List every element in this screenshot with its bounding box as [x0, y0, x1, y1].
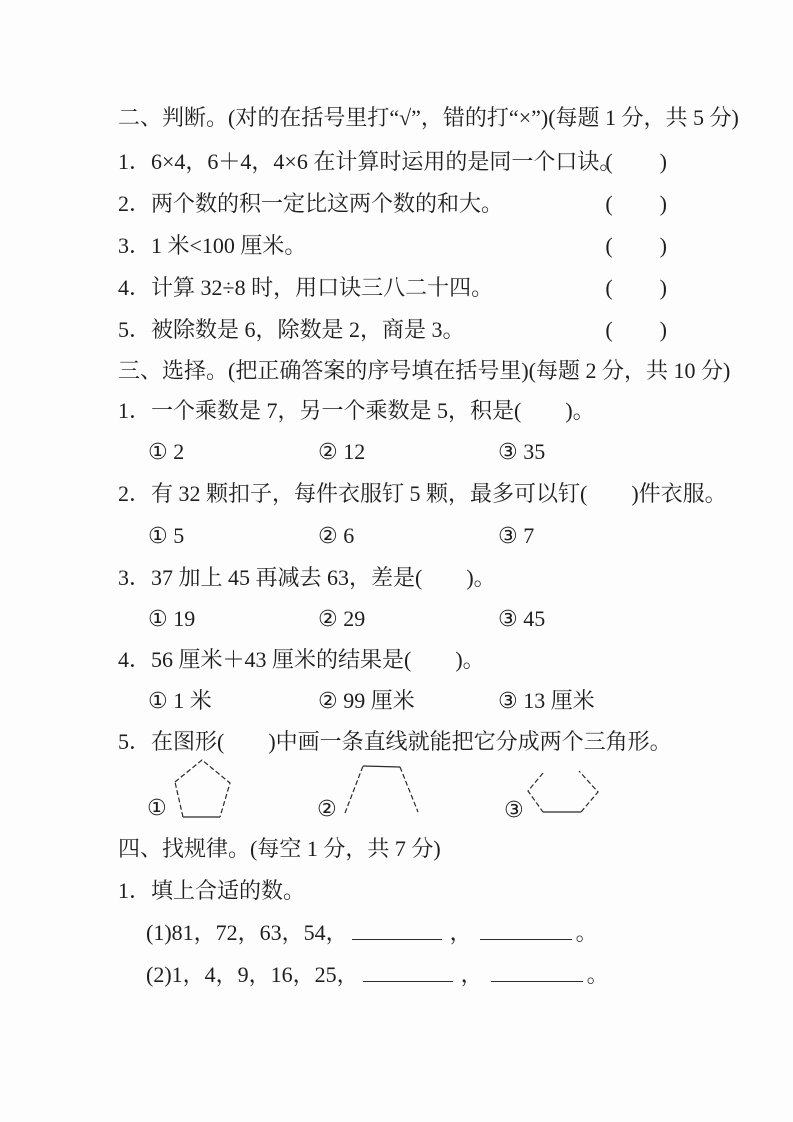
option-2c: ③ 7	[498, 523, 535, 548]
choice-question-1: 1．一个乘数是 7，另一个乘数是 5，积是( )。	[118, 398, 595, 423]
option-2a: ① 5	[148, 523, 185, 548]
judge-item-3-text: 3．1 米<100 厘米。	[118, 233, 307, 258]
judge-item-2-text: 2．两个数的积一定比这两个数的和大。	[118, 191, 504, 216]
choice-options-1	[0, 437, 793, 467]
judge-item-3	[118, 231, 668, 261]
option-3a: ① 19	[148, 606, 196, 631]
trapezoid-shape	[341, 762, 421, 816]
fill-line-2-separator: ，	[460, 962, 483, 987]
option-4b: ② 99 厘米	[318, 688, 415, 713]
section-judge-heading: 二、判断。(对的在括号里打“√”，错的打“×”)(每题 1 分，共 5 分)	[118, 105, 739, 130]
fill-line-1-prefix: (1)81，72，63，54，	[146, 920, 348, 945]
option-3b: ② 29	[318, 606, 366, 631]
judge-item-4	[118, 273, 668, 303]
shape-label-2: ②	[317, 796, 337, 821]
judge-answer-slot-2: ( )	[605, 191, 668, 216]
fill-blank-2b	[491, 961, 583, 982]
judge-item-5-text: 5．被除数是 6，除数是 2，商是 3。	[118, 317, 465, 342]
option-2b: ② 6	[318, 523, 355, 548]
pattern-item-title: 1．填上合适的数。	[118, 878, 306, 903]
judge-answer-slot-4: ( )	[605, 275, 668, 300]
fill-line-2	[146, 960, 609, 990]
choice-options-3	[0, 604, 793, 634]
judge-answer-slot-1: ( )	[605, 149, 668, 174]
option-1c: ③ 35	[498, 439, 546, 464]
judge-item-5	[118, 315, 668, 345]
fill-blank-1a	[352, 919, 442, 940]
shape-label-3: ③	[504, 797, 524, 822]
hexagon-shape	[524, 767, 602, 816]
judge-answer-slot-5: ( )	[605, 317, 668, 342]
choice-options-4	[0, 686, 793, 716]
section-choice-heading: 三、选择。(把正确答案的序号填在括号里)(每题 2 分，共 10 分)	[118, 358, 731, 383]
judge-item-4-text: 4．计算 32÷8 时，用口诀三八二十四。	[118, 275, 494, 300]
fill-blank-2a	[363, 961, 453, 982]
judge-item-1	[118, 147, 668, 177]
fill-line-2-end: 。	[586, 962, 609, 987]
judge-item-2	[118, 189, 668, 219]
fill-line-1-end: 。	[575, 920, 598, 945]
judge-answer-slot-3: ( )	[605, 233, 668, 258]
option-3c: ③ 45	[498, 606, 546, 631]
choice-options-2	[0, 521, 793, 551]
fill-line-1	[146, 918, 598, 948]
fill-line-2-prefix: (2)1，4，9，16，25，	[146, 962, 359, 987]
fill-blank-1b	[480, 919, 572, 940]
fill-line-1-separator: ，	[449, 920, 472, 945]
judge-item-1-text: 1．6×4，6＋4，4×6 在计算时运用的是同一个口诀。	[118, 149, 622, 174]
option-1b: ② 12	[318, 439, 366, 464]
section-pattern-heading: 四、找规律。(每空 1 分，共 7 分)	[118, 836, 441, 861]
choice-question-3: 3．37 加上 45 再减去 63，差是( )。	[118, 565, 496, 590]
choice-question-4: 4．56 厘米＋43 厘米的结果是( )。	[118, 647, 485, 672]
pentagon-shape	[170, 756, 234, 820]
shape-label-1: ①	[147, 795, 167, 820]
choice-question-5: 5．在图形( )中画一条直线就能把它分成两个三角形。	[118, 729, 672, 754]
option-4a: ① 1 米	[148, 688, 212, 713]
option-1a: ① 2	[148, 439, 185, 464]
option-4c: ③ 13 厘米	[498, 688, 595, 713]
choice-question-2: 2．有 32 颗扣子，每件衣服钉 5 颗，最多可以钉( )件衣服。	[118, 481, 727, 506]
